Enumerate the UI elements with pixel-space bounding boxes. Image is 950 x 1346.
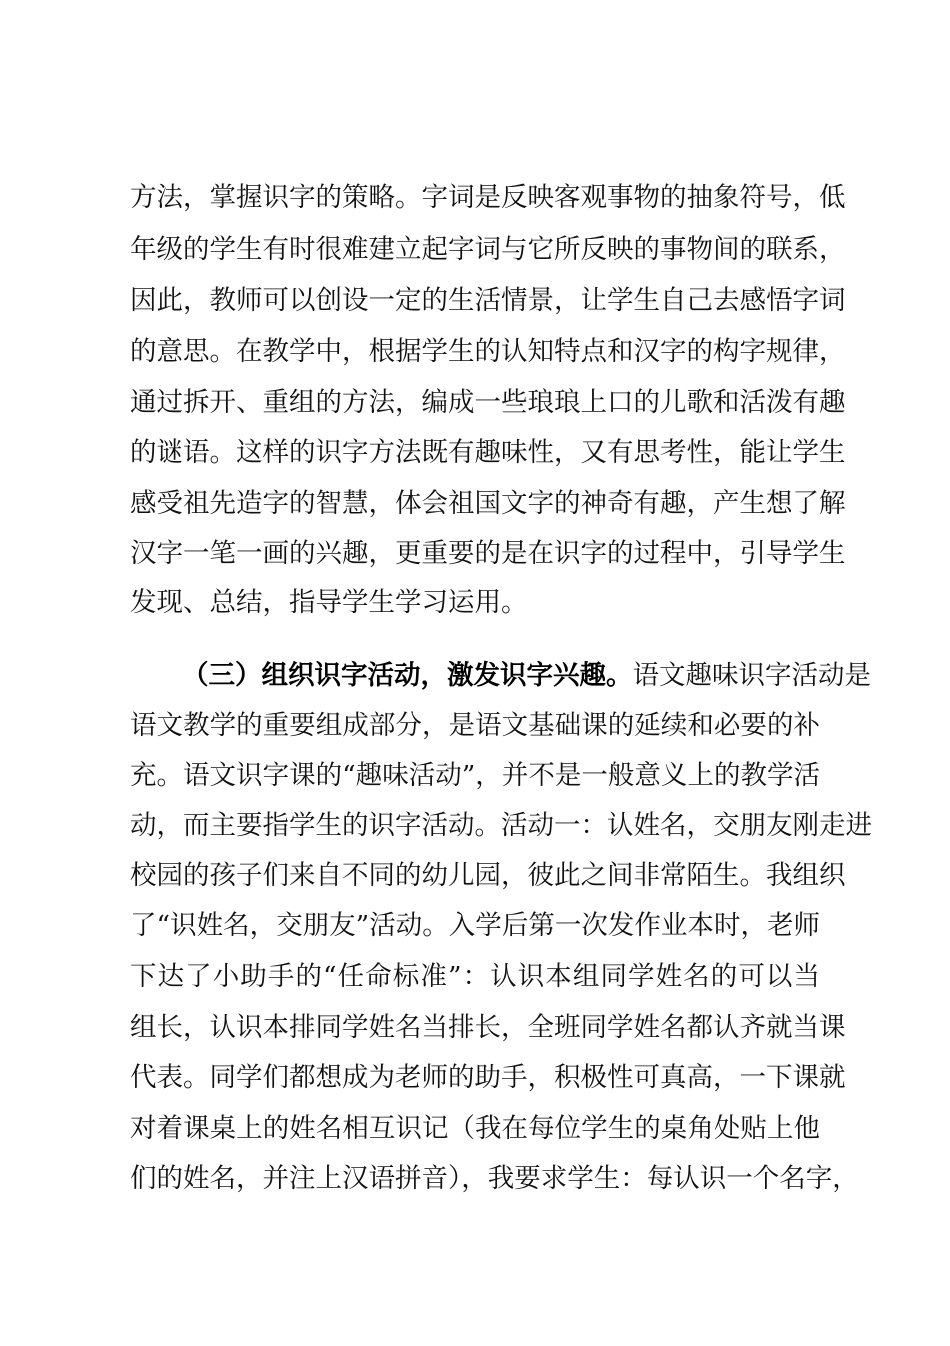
paragraph-2-line-4: 动，而主要指学生的识字活动。活动一：认姓名，交朋友刚走进 [130,810,872,841]
paragraph-1-line-6: 的谜语。这样的识字方法既有趣味性，又有思考性，能让学生 [130,437,846,468]
paragraph-1-line-1: 方法，掌握识字的策略。字词是反映客观事物的抽象符号，低 [130,182,846,213]
paragraph-2-line-5: 校园的孩子们来自不同的幼儿园，彼此之间非常陌生。我组织 [130,860,846,891]
paragraph-2-line-7: 下达了小助手的“任命标准”：认识本组同学姓名的可以当 [130,961,820,992]
paragraph-1-line-2: 年级的学生有时很难建立起字词与它所反映的事物间的联系， [130,234,846,265]
paragraph-1-line-5: 通过拆开、重组的方法，编成一些琅琅上口的儿歌和活泼有趣 [130,387,846,418]
paragraph-2-line-9: 代表。同学们都想成为老师的助手，积极性可真高，一下课就 [130,1062,846,1093]
paragraph-1-line-4: 的意思。在教学中，根据学生的认知特点和汉字的构字规律， [130,336,846,367]
paragraph-2-line-2: 语文教学的重要组成部分，是语文基础课的延续和必要的补 [130,710,820,741]
paragraph-1-line-9: 发现、总结，指导学生学习运用。 [130,587,528,618]
paragraph-2-line-6: 了“识姓名，交朋友”活动。入学后第一次发作业本时，老师 [130,910,820,941]
paragraph-2-line-3: 充。语文识字课的“趣味活动”，并不是一般意义上的教学活 [130,760,820,791]
paragraph-1-line-7: 感受祖先造字的智慧，体会祖国文字的神奇有趣，产生想了解 [130,488,846,519]
paragraph-1-line-3: 因此，教师可以创设一定的生活情景，让学生自己去感悟字词 [130,285,846,316]
paragraph-2-line-11: 们的姓名，并注上汉语拼音），我要求学生：每认识一个名字， [130,1163,859,1194]
paragraph-2-line-8: 组长，认识本排同学姓名当排长，全班同学姓名都认齐就当课 [130,1012,846,1043]
paragraph-2-line-1 [182,659,871,693]
section-heading: （三）组织识字活动，激发识字兴趣。 [182,660,633,691]
paragraph-2-line-10: 对着课桌上的姓名相互识记（我在每位学生的桌角处贴上他 [130,1113,820,1144]
paragraph-2-line-1-text: 语文趣味识字活动是 [632,660,871,691]
paragraph-1-line-8: 汉字一笔一画的兴趣，更重要的是在识字的过程中，引导学生 [130,538,846,569]
